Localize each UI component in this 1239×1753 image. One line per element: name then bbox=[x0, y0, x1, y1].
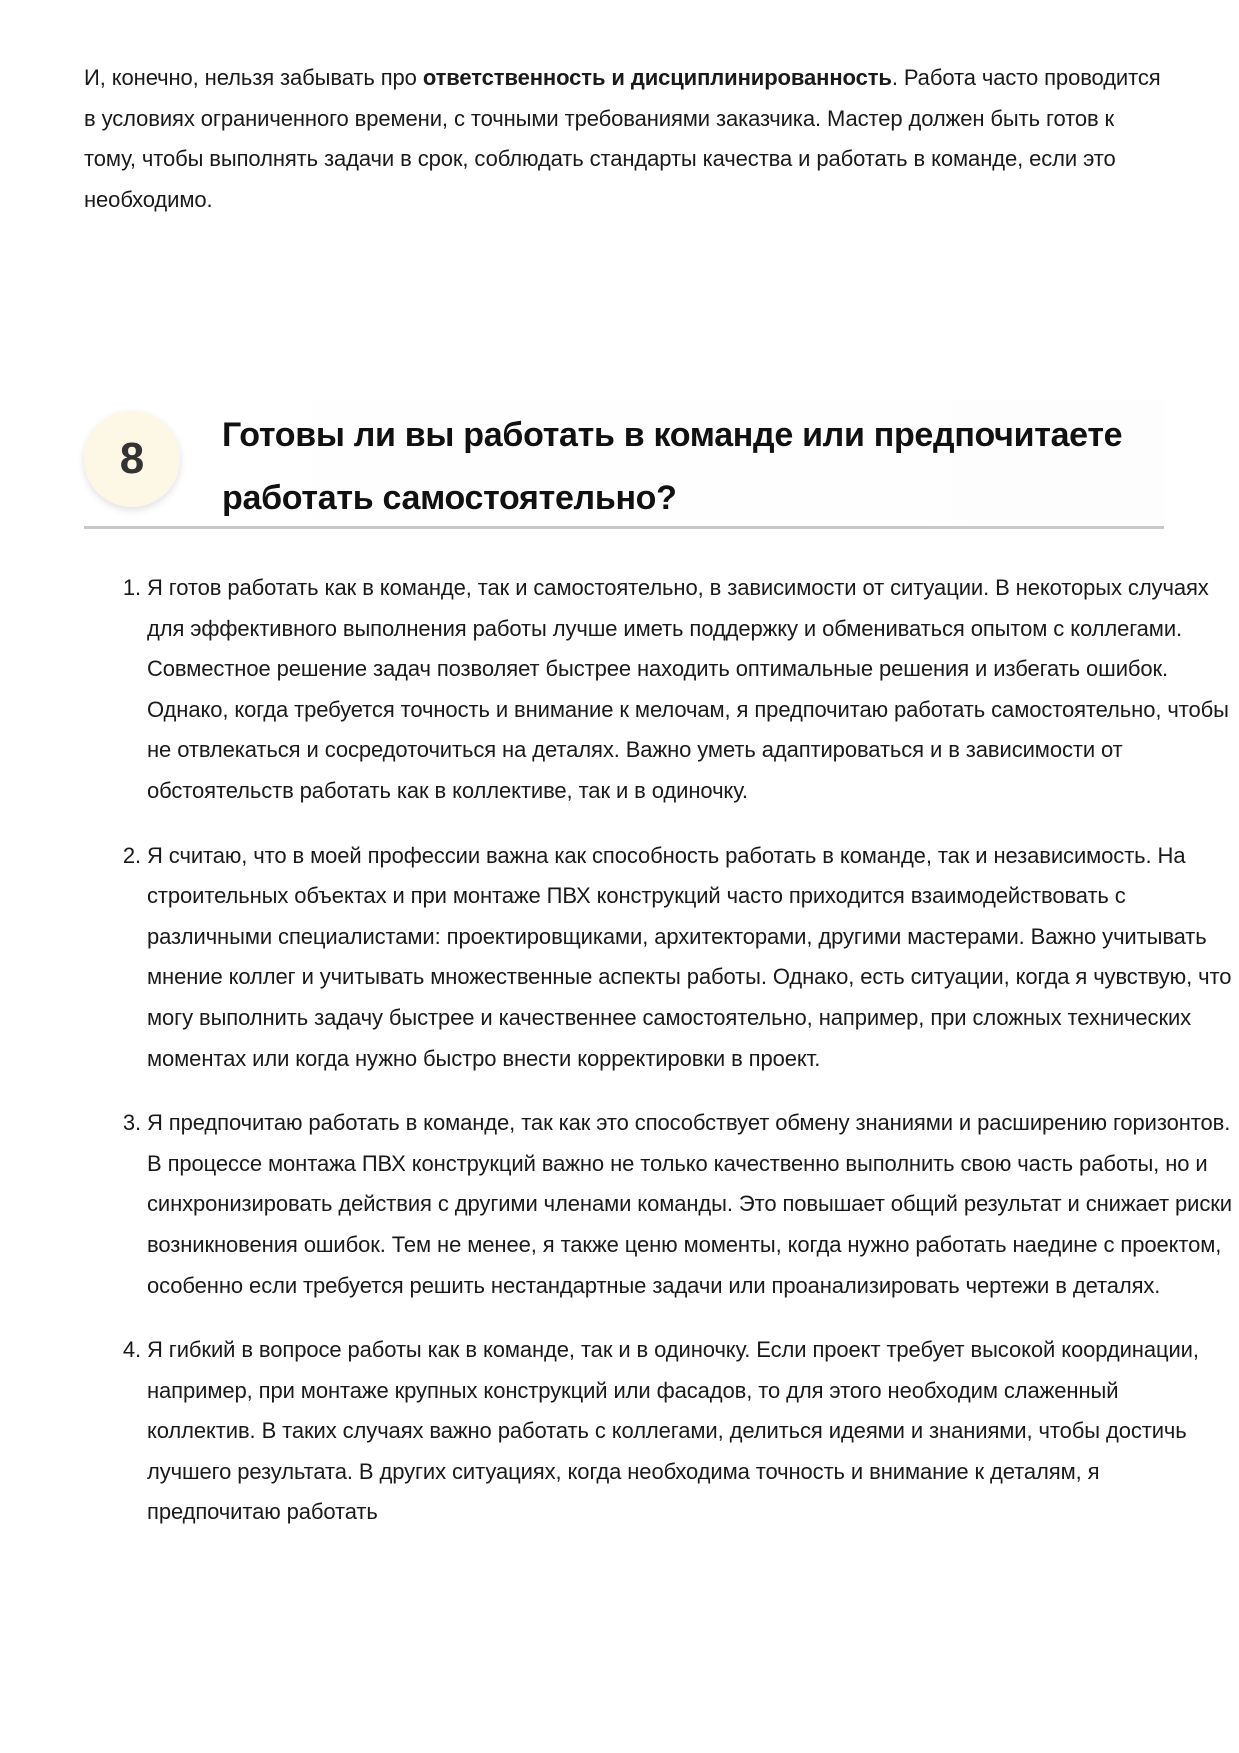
list-item: 4. Я гибкий в вопросе работы как в команде, так и в одиночку. Если проект требует высокой координации, например, при монтаже крупных конструкций или фасадов, то для этого необходим слаженный коллектив. В таких случаях важно работать с коллегами, делиться идеями и знаниями, чтобы достичь лучшего результата. В других ситуациях, когда необходима точность и внимание к деталям, я предпочитаю работать bbox=[147, 1330, 1232, 1533]
section-title: Готовы ли вы работать в команде или предпочитаете работать самостоятельно? bbox=[222, 416, 1123, 517]
list-item: 2. Я считаю, что в моей профессии важна как способность работать в команде, так и независимость. На строительных объектах и при монтаже ПВХ конструкций часто приходится взаимодействовать с различными специалистами: проектировщиками, архитекторами, другими мастерами. Важно учитывать мнение коллег и учитывать множественные аспекты работы. Однако, есть ситуации, когда я чувствую, что могу выполнить задачу быстрее и качественнее самостоятельно, например, при сложных технических моментах или когда нужно быстро внести корректировки в проект. bbox=[147, 836, 1232, 1080]
intro-bold-text: ответственность и дисциплинированность bbox=[422, 65, 892, 90]
section-heading bbox=[84, 400, 1164, 529]
list-item: 3. Я предпочитаю работать в команде, так как это способствует обмену знаниями и расширению горизонтов. В процессе монтажа ПВХ конструкций важно не только качественно выполнить свою часть работы, но и синхронизировать действия с другими членами команды. Это повышает общий результат и снижает риски возникновения ошибок. Тем не менее, я также ценю моменты, когда нужно работать наедине с проектом, особенно если требуется решить нестандартные задачи или проанализировать чертежи в деталях. bbox=[147, 1103, 1232, 1306]
list-item: 1. Я готов работать как в команде, так и самостоятельно, в зависимости от ситуации. В некоторых случаях для эффективного выполнения работы лучше иметь поддержку и обмениваться опытом с коллегами. Совместное решение задач позволяет быстрее находить оптимальные решения и избегать ошибок. Однако, когда требуется точность и внимание к мелочам, я предпочитаю работать самостоятельно, чтобы не отвлекаться и сосредоточиться на деталях. Важно уметь адаптироваться и в зависимости от обстоятельств работать как в коллективе, так и в одиночку. bbox=[147, 568, 1232, 812]
answers-list bbox=[84, 568, 1232, 1557]
intro-text-end: . Работа часто проводится в условиях ограниченного времени, с точными требованиями заказчика. Мастер должен быть готов к тому, чтобы выполнять задачи в срок, соблюдать стандарты качества и работать в команде, если это необходимо. bbox=[84, 65, 1161, 212]
section-number-badge: 8 bbox=[84, 411, 180, 507]
intro-text-start: И, конечно, нельзя забывать про bbox=[84, 65, 423, 90]
intro-paragraph bbox=[84, 58, 1169, 220]
